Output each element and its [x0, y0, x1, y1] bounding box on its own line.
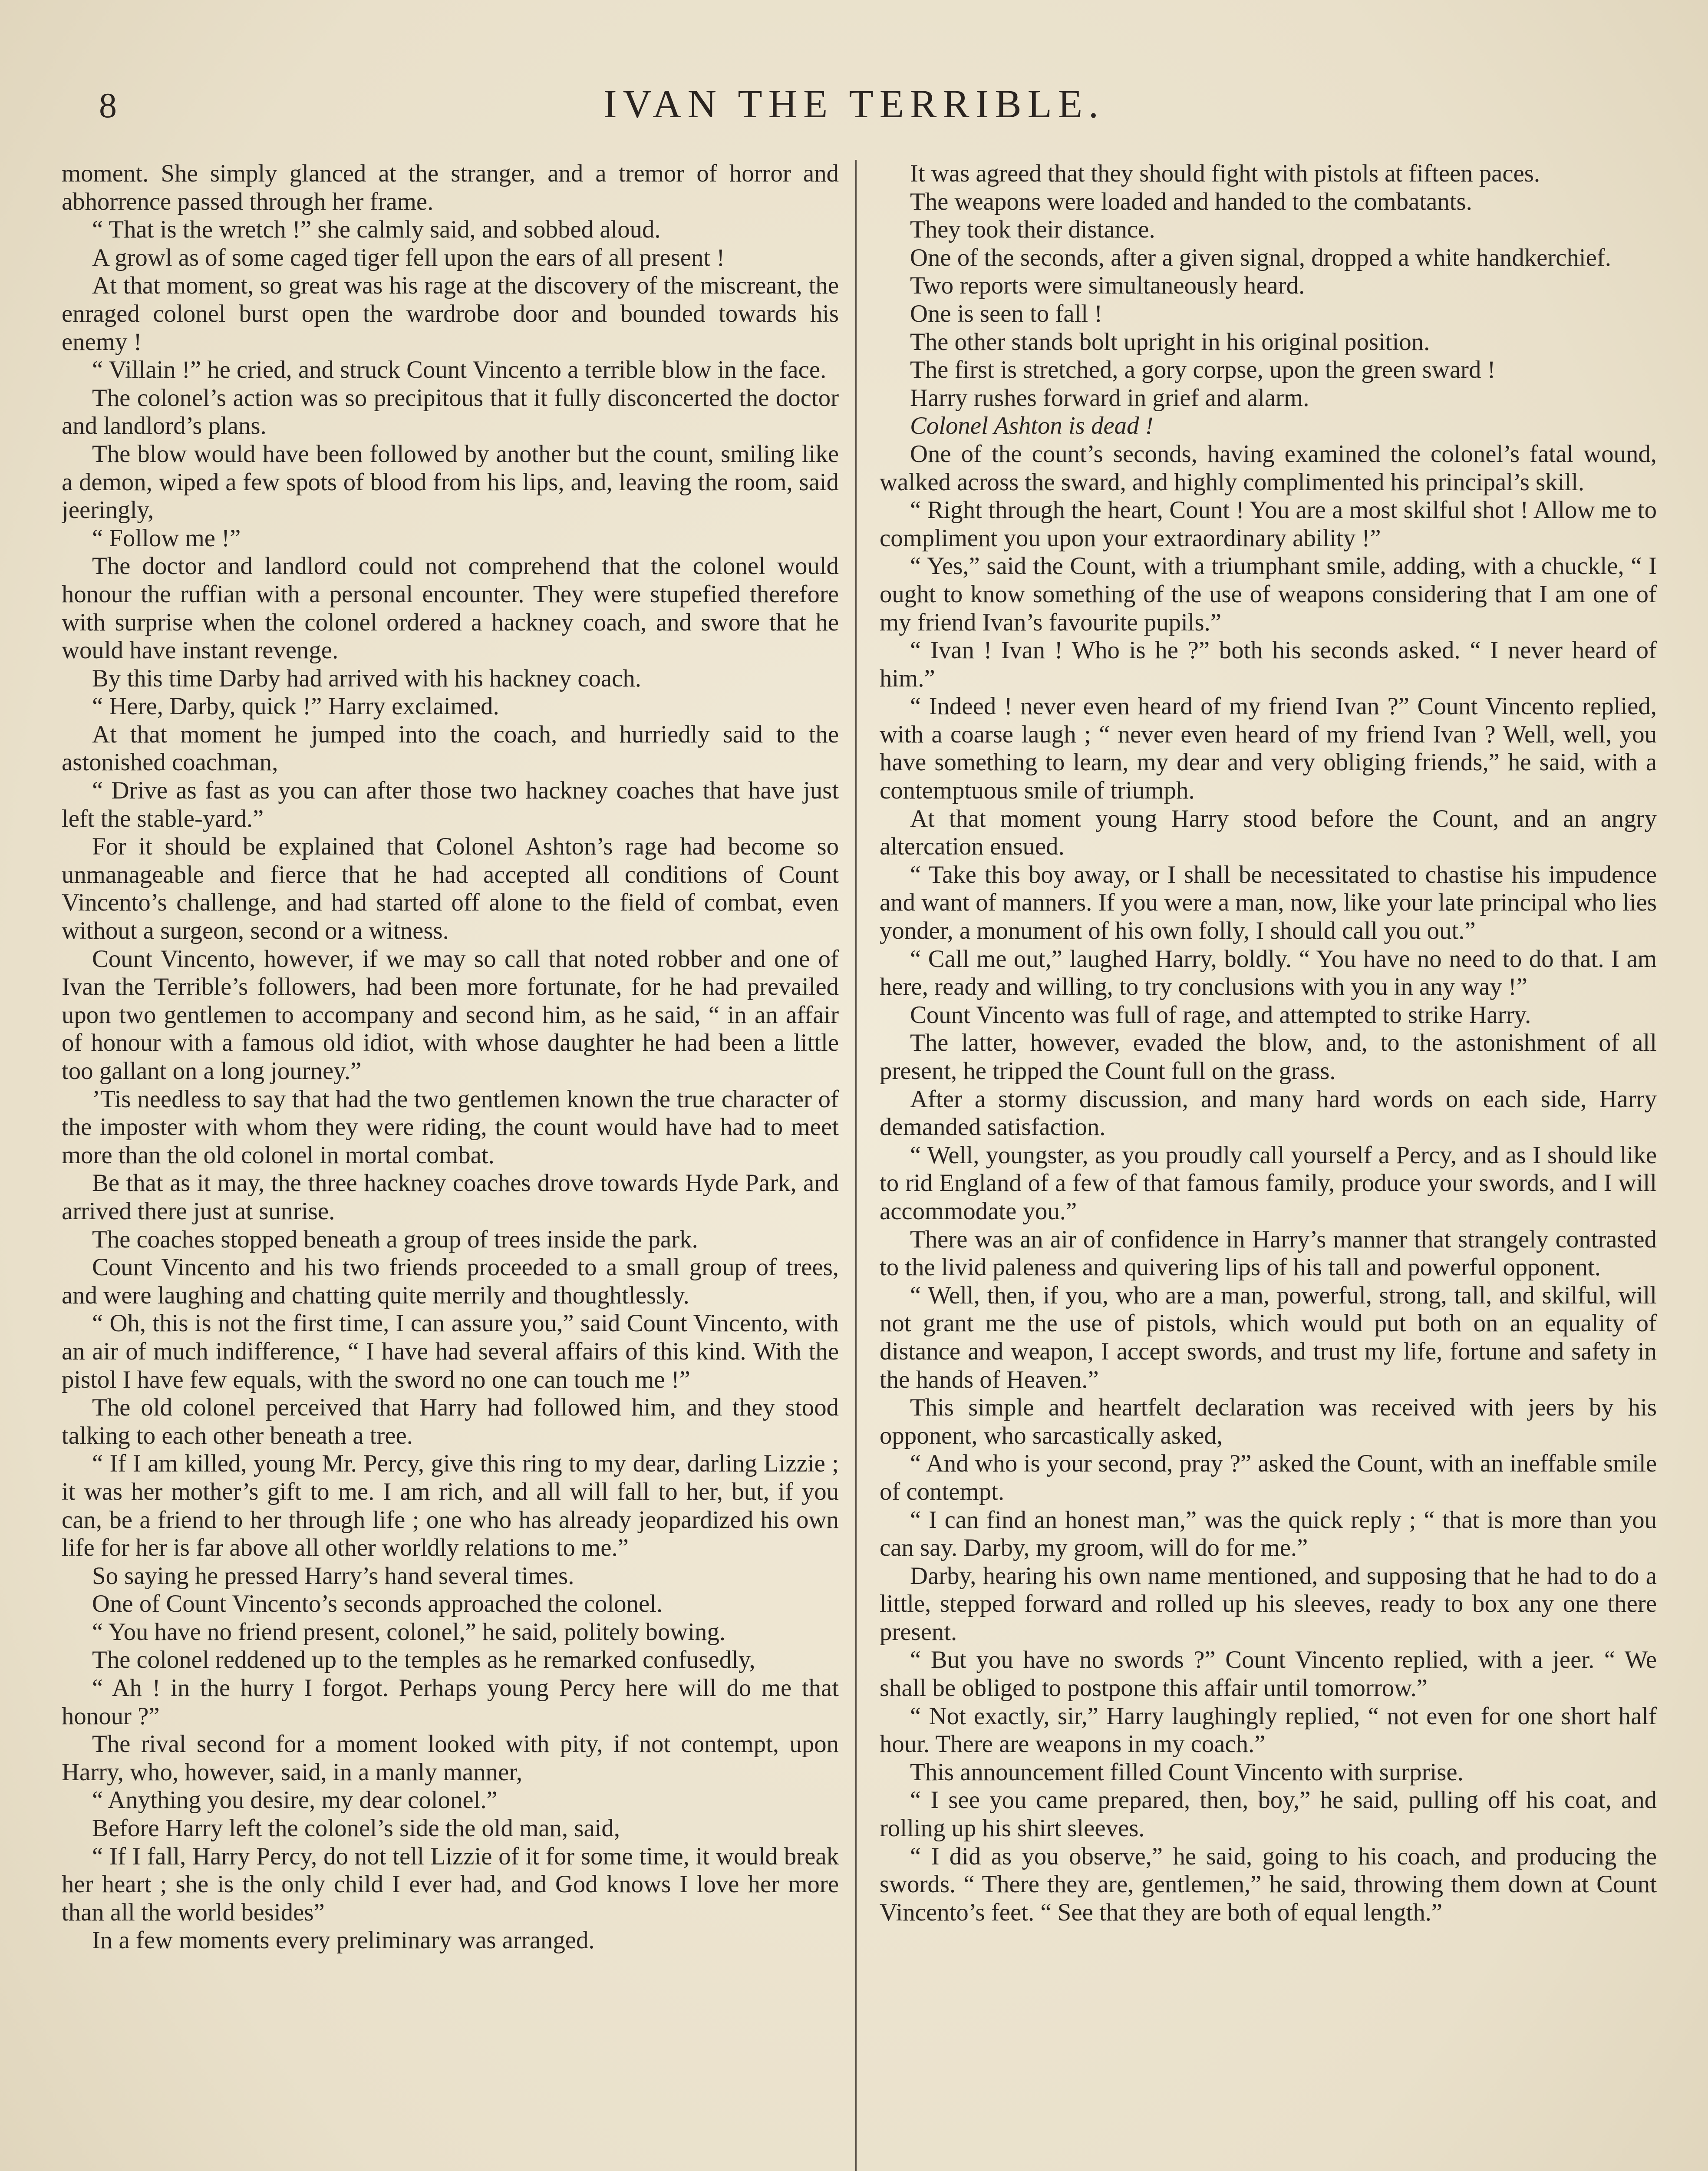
paragraph: Before Harry left the colonel’s side the old man, said, — [92, 1815, 620, 1842]
paragraph: So saying he pressed Harry’s hand several times. — [92, 1562, 574, 1590]
paragraph: moment. She simply glanced at the stranger, and a tremor of horror and abhorrence passed through her frame. — [62, 160, 839, 215]
running-title: IVAN THE TERRIBLE. — [603, 82, 1105, 126]
paragraph: Two reports were simultaneously heard. — [910, 272, 1305, 300]
paragraph: The colonel’s action was so precipitous that it fully disconcerted the doctor and landlord’s plans. — [62, 384, 839, 440]
paragraph: The latter, however, evaded the blow, and, to the astonishment of all present, he tripped the Count full on the grass. — [880, 1029, 1657, 1085]
paragraph-italic: Colonel Ashton is dead ! — [910, 412, 1154, 440]
text-column-right — [880, 160, 1657, 2171]
paragraph: “ Well, then, if you, who are a man, powerful, strong, tall, and skilful, will not grant me the use of pistols, which would put both on an equality of distance and weapon, I accept swords, and trust my life, fortune and safety in the hands of Heaven.” — [880, 1281, 1657, 1393]
page-number: 8 — [99, 86, 117, 125]
paragraph: “ Ivan ! Ivan ! Who is he ?” both his seconds asked. “ I never heard of him.” — [880, 637, 1657, 692]
paragraph: “ I can find an honest man,” was the quick reply ; “ that is more than you can say. Darby, my groom, will do for me.” — [880, 1506, 1657, 1562]
paragraph: The first is stretched, a gory corpse, upon the green sward ! — [910, 356, 1496, 384]
paragraph: “ And who is your second, pray ?” asked the Count, with an ineffable smile of contempt. — [880, 1450, 1657, 1505]
column-divider — [855, 160, 857, 2171]
paragraph: “ Here, Darby, quick !” Harry exclaimed. — [92, 693, 499, 720]
paragraph: One of the count’s seconds, having examined the colonel’s fatal wound, walked across the sward, and highly complimented his principal’s skill. — [880, 440, 1657, 496]
paragraph: “ Villain !” he cried, and struck Count Vincento a terrible blow in the face. — [92, 356, 827, 384]
paragraph: “ Call me out,” laughed Harry, boldly. “ You have no need to do that. I am here, ready and willing, to try conclusions with you in any way !” — [880, 945, 1657, 1001]
paragraph: By this time Darby had arrived with his hackney coach. — [92, 664, 641, 692]
paragraph: “ Right through the heart, Count ! You are a most skilful shot ! Allow me to compliment you upon your extraordinary ability !” — [880, 496, 1657, 552]
paragraph: “ But you have no swords ?” Count Vincento replied, with a jeer. “ We shall be obliged to postpone this affair until tomorrow.” — [880, 1646, 1657, 1702]
paragraph: At that moment he jumped into the coach, and hurriedly said to the astonished coachman, — [62, 720, 839, 776]
paragraph: “ Anything you desire, my dear colonel.” — [92, 1786, 498, 1814]
paragraph: “ Drive as fast as you can after those two hackney coaches that have just left the stable-yard.” — [62, 777, 839, 832]
paragraph: “ I did as you observe,” he said, going to his coach, and producing the swords. “ There they are, gentlemen,” he said, throwing them down at Count Vincento’s feet. “ See that they are both of equal length.” — [880, 1842, 1657, 1926]
paragraph: “ You have no friend present, colonel,” he said, politely bowing. — [92, 1618, 726, 1646]
paragraph: “ Well, youngster, as you proudly call yourself a Percy, and as I should like to rid England of a few of that famous family, produce your swords, and I will accommodate you.” — [880, 1141, 1657, 1225]
paragraph: “ I see you came prepared, then, boy,” he said, pulling off his coat, and rolling up his shirt sleeves. — [880, 1786, 1657, 1842]
paragraph: The blow would have been followed by another but the count, smiling like a demon, wiped a few spots of blood from his lips, and, leaving the room, said jeeringly, — [62, 440, 839, 524]
paragraph: After a stormy discussion, and many hard words on each side, Harry demanded satisfaction. — [880, 1085, 1657, 1141]
paragraph: A growl as of some caged tiger fell upon the ears of all present ! — [92, 244, 725, 271]
paragraph: “ Yes,” said the Count, with a triumphant smile, adding, with a chuckle, “ I ought to know something of the use of weapons considering that I am one of my friend Ivan’s favourite pupils.” — [880, 552, 1657, 636]
paragraph: The rival second for a moment looked with pity, if not contempt, upon Harry, who, however, said, in a manly manner, — [62, 1730, 839, 1786]
paragraph: There was an air of confidence in Harry’s manner that strangely contrasted to the livid paleness and quivering lips of his tall and powerful opponent. — [880, 1225, 1657, 1281]
paragraph: “ Follow me !” — [92, 524, 241, 552]
paragraph: They took their distance. — [910, 216, 1155, 244]
paragraph: “ That is the wretch !” she calmly said, and sobbed aloud. — [92, 216, 661, 244]
paragraph: One of Count Vincento’s seconds approached the colonel. — [92, 1590, 663, 1618]
paragraph: “ If I am killed, young Mr. Percy, give this ring to my dear, darling Lizzie ; it was her mother’s gift to me. I am rich, and all will fall to her, but, if you can, be a friend to her through life ; one who has already jeopardized his own life for her is far above all other worldly relations to me.” — [62, 1450, 839, 1562]
paragraph: Darby, hearing his own name mentioned, and supposing that he had to do a little, stepped forward and rolled up his sleeves, ready to box any one there present. — [880, 1562, 1657, 1646]
paragraph: Harry rushes forward in grief and alarm. — [910, 384, 1309, 412]
paragraph: In a few moments every preliminary was arranged. — [92, 1927, 595, 1954]
paragraph: Be that as it may, the three hackney coaches drove towards Hyde Park, and arrived there just at sunrise. — [62, 1169, 839, 1225]
paragraph: The other stands bolt upright in his original position. — [910, 328, 1430, 356]
paragraph: It was agreed that they should fight with pistols at fifteen paces. — [910, 160, 1540, 187]
paragraph: One is seen to fall ! — [910, 300, 1103, 327]
paragraph: “ Not exactly, sir,” Harry laughingly replied, “ not even for one short half hour. There are weapons in my coach.” — [880, 1702, 1657, 1758]
paragraph: Count Vincento was full of rage, and attempted to strike Harry. — [910, 1001, 1531, 1029]
paragraph: The weapons were loaded and handed to the combatants. — [910, 188, 1472, 215]
paragraph: The doctor and landlord could not comprehend that the colonel would honour the ruffian with a personal encounter. They were stupefied therefore with surprise when the colonel ordered a hackney coach, and swore that he would have instant revenge. — [62, 552, 839, 664]
paragraph: “ Ah ! in the hurry I forgot. Perhaps young Percy here will do me that honour ?” — [62, 1674, 839, 1730]
text-column-left — [62, 160, 839, 2171]
paragraph: For it should be explained that Colonel Ashton’s rage had become so unmanageable and fierce that he had accepted all conditions of Count Vincento’s challenge, and had started off alone to the field of combat, even without a surgeon, second or a witness. — [62, 833, 839, 945]
paragraph: “ Indeed ! never even heard of my friend Ivan ?” Count Vincento replied, with a coarse laugh ; “ never even heard of my friend Ivan ? Well, well, you have something to learn, my dear and very obliging friends,” he said, with a contemptuous smile of triumph. — [880, 693, 1657, 805]
paragraph: The old colonel perceived that Harry had followed him, and they stood talking to each other beneath a tree. — [62, 1394, 839, 1449]
paragraph: At that moment young Harry stood before the Count, and an angry altercation ensued. — [880, 805, 1657, 861]
paragraph: Count Vincento, however, if we may so call that noted robber and one of Ivan the Terrible’s followers, had been more fortunate, for he had prevailed upon two gentlemen to accompany and second him, as he said, “ in an affair of honour with a famous old idiot, with whose daughter he had been a little too gallant on a long journey.” — [62, 945, 839, 1085]
paragraph: This announcement filled Count Vincento with surprise. — [910, 1758, 1464, 1786]
paragraph: The colonel reddened up to the temples as he remarked confusedly, — [92, 1646, 755, 1674]
paragraph: ’Tis needless to say that had the two gentlemen known the true character of the imposter with whom they were riding, the count would have had to meet more than the old colonel in mortal combat. — [62, 1085, 839, 1169]
paragraph: The coaches stopped beneath a group of trees inside the park. — [92, 1225, 698, 1253]
paragraph: Count Vincento and his two friends proceeded to a small group of trees, and were laughing and chatting quite merrily and thoughtlessly. — [62, 1254, 839, 1309]
paragraph: At that moment, so great was his rage at the discovery of the miscreant, the enraged colonel burst open the wardrobe door and bounded towards his enemy ! — [62, 272, 839, 356]
paragraph: “ Oh, this is not the first time, I can assure you,” said Count Vincento, with an air of much indifference, “ I have had several affairs of this kind. With the pistol I have few equals, with the sword no one can touch me !” — [62, 1310, 839, 1393]
paragraph: One of the seconds, after a given signal, dropped a white handkerchief. — [910, 244, 1611, 271]
paragraph: “ If I fall, Harry Percy, do not tell Lizzie of it for some time, it would break her heart ; she is the only child I ever had, and God knows I love her more than all the world besides” — [62, 1842, 839, 1926]
paragraph: “ Take this boy away, or I shall be necessitated to chastise his impudence and want of manners. If you were a man, now, like your late principal who lies yonder, a monument of his own folly, I should call you out.” — [880, 861, 1657, 945]
paragraph: This simple and heartfelt declaration was received with jeers by his opponent, who sarcastically asked, — [880, 1394, 1657, 1449]
